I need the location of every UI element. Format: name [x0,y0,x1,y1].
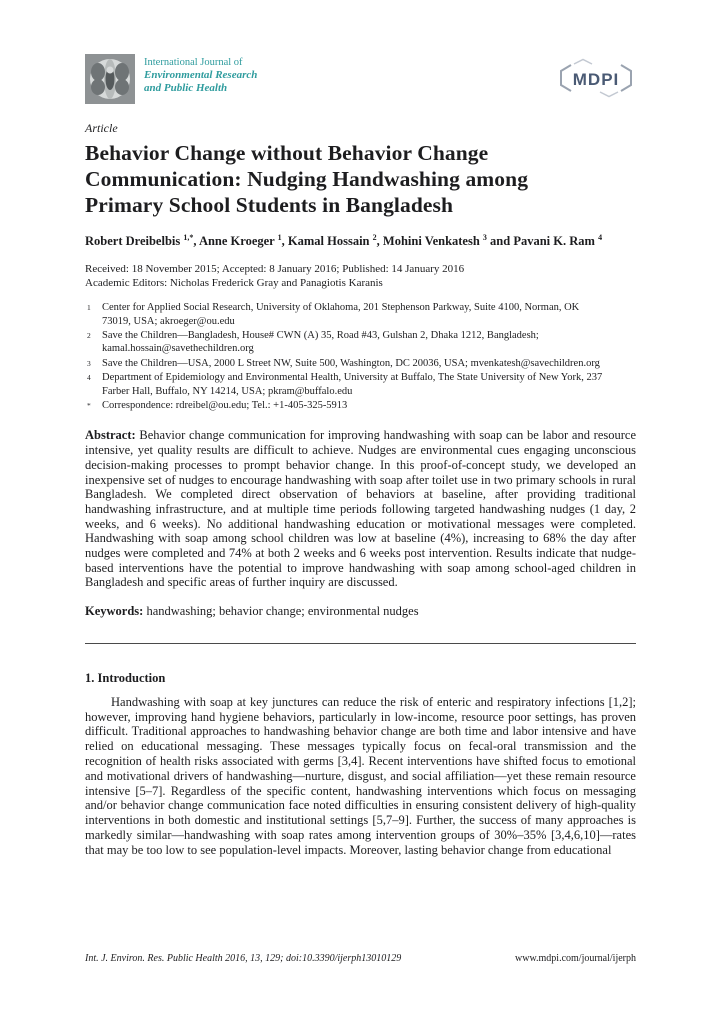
section-divider [85,643,636,644]
affiliation-text: Save the Children—USA, 2000 L Street NW, Suite 500, Washington, DC 20036, USA; mvenkatesh@savechildren.org [102,357,600,369]
keywords-paragraph [85,604,636,619]
affiliation-text: Center for Applied Social Research, University of Oklahoma, 201 Stephenson Parkway, Suite 4100, Norman, OK 73019, USA; akroeger@ou.edu [102,302,580,327]
journal-name-line1: International Journal of [144,57,243,68]
journal-name [144,54,257,94]
article-title: Behavior Change without Behavior Change Communication: Nudging Handwashing among Primary School Students in Bangladesh [85,141,529,217]
page-content [85,0,636,858]
section-heading-introduction: 1. Introduction [85,670,166,685]
journal-header [85,54,636,104]
article-history: Received: 18 November 2015; Accepted: 8 January 2016; Published: 14 January 2016 [85,263,465,276]
author-affiliation-marker: 3 [482,233,487,242]
affiliation-item [85,399,607,412]
article-type-label: Article [85,121,118,135]
journal-name-line3: and Public Health [144,81,228,94]
affiliation-marker: * [87,401,91,410]
affiliation-text: Save the Children—Bangladesh, House# CWN (A) 35, Road #43, Gulshan 2, Dhaka 1212, Bangladesh; kamal.hossain@savethechildren.org [102,329,539,355]
journal-globe-icon [85,54,135,104]
affiliation-list [85,301,636,412]
keywords-label: Keywords: [85,604,144,619]
affiliation-text: Department of Epidemiology and Environmental Health, University at Buffalo, The State University of New York, 237 Farber Hall, Buffalo, NY 14214, USA; pkram@buffalo.edu [102,372,603,397]
body-text [85,695,636,858]
affiliation-text: Correspondence: rdreibel@ou.edu; Tel.: +1-405-325-5913 [102,400,348,411]
journal-name-line2: Environmental Research [144,69,258,81]
author-affiliation-marker: 4 [598,233,603,242]
body-paragraph: Handwashing with soap at key junctures can reduce the risk of enteric and respiratory infections [1,2]; however, improving hand hygiene behaviors, particularly in low-income, resource poor settings, has proven difficult. Traditional approaches to handwashing behavior change are both time and labor intensive and have relied on educational messaging. These messages typically focus on fecal-oral transmission and the recognition of health risks associated with germs [3,4]. Recent interventions have shifted focus to emotional and motivational drivers of handwashing—nurture, disgust, and social affiliation—yet these remain resource intensive [5–7]. Regardless of the specific content, handwashing interventions which focus on messaging and/or behavior change communication face noted difficulties in ensuring consistent delivery of high-quality interventions in both domestic and institutional settings [5,7–9]. Further, the success of many approaches is markedly similar—handwashing with soap rates among intervention groups of 30%–35% [3,4,6,10]—rates that may be too low to see population-level impacts. Moreover, lasting behavior change from educational [85,694,636,857]
author-affiliation-marker: 1 [277,233,282,242]
abstract-paragraph [85,428,636,590]
affiliation-marker: 3 [87,358,91,368]
affiliation-marker: 2 [87,330,91,340]
abstract-text: Behavior change communication for improving handwashing with soap can be labor and resource intensive, yet quality results are difficult to achieve. Nudges are environmental cues engaging unconscious decision-making processes to prompt behavior change. In this proof-of-concept study, we developed an inexpensive set of nudges to encourage handwashing with soap after toilet use in two primary schools in rural Bangladesh. We completed direct observation of behaviors at baseline, after providing traditional handwashing infrastructure, and at multiple time periods following targeted handwashing nudges (1 day, 2 weeks, and 6 weeks). No additional handwashing education or motivational messages were completed. Handwashing with soap among school children was low at baseline (4%), increasing to 68% the day after nudges were completed and 74% at both 2 weeks and 6 weeks post intervention. Results indicate that nudge-based interventions have the potential to improve handwashing with soap among school-aged children in Bangladesh and specific areas of further inquiry are discussed. [85,428,637,590]
affiliation-item [85,371,607,398]
author-affiliation-marker: 1,* [183,233,194,242]
affiliation-marker: 1 [87,303,91,313]
abstract-label: Abstract: [85,428,136,443]
author-affiliation-marker: 2 [372,233,377,242]
author-list: Robert Dreibelbis $^{1,*}$, Anne Kroeger $^1$, Kamal Hossain $^2$, Mohini Venkatesh $^3$ and Pavani K. Ram $^4$ [85,233,603,249]
journal-brand [85,54,257,104]
page-footer [85,953,636,964]
academic-editors: Academic Editors: Nicholas Frederick Gray and Panagiotis Karanis [85,277,383,290]
affiliation-item [85,357,607,370]
mdpi-logo [556,58,636,103]
keywords-text: handwashing; behavior change; environmental nudges [146,604,419,619]
affiliation-marker: 4 [87,373,91,383]
citation-doi-line: Int. J. Environ. Res. Public Health 2016, 13, 129; doi:10.3390/ijerph13010129 [85,953,402,964]
journal-url-link[interactable]: www.mdpi.com/journal/ijerph [515,953,636,964]
affiliation-item [85,329,607,356]
affiliation-item [85,301,607,328]
mdpi-wordmark: MDPI [572,70,620,89]
